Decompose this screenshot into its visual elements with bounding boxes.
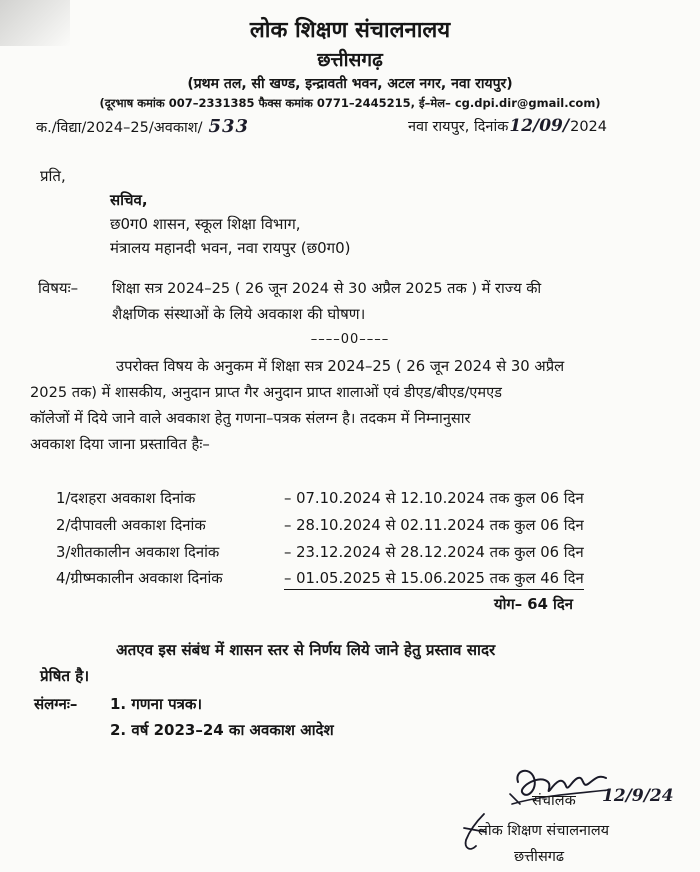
body-line-1: उपरोक्त विषय के अनुकम में शिक्षा सत्र 2024–25 ( 26 जून 2024 से 30 अप्रैल xyxy=(116,358,565,375)
subject-line-1: शिक्षा सत्र 2024–25 ( 26 जून 2024 से 30 अप्रैल 2025 तक ) में राज्य की xyxy=(112,280,542,297)
holiday-label-2: 2/दीपावली अवकाश दिनांक xyxy=(56,517,206,534)
date-handwritten: 12/09/ xyxy=(509,116,570,136)
holiday-range-2: – 28.10.2024 से 02.11.2024 तक कुल 06 दिन xyxy=(284,517,584,534)
reference-number-prefix: क./विद्या/2024–25/अवकाश/ xyxy=(36,120,203,136)
body-line-3: कॉलेजों में दिये जाने वाले अवकाश हेतु गणना–पत्रक संलग्न है। तदकम में निम्नानुसार xyxy=(30,410,471,427)
body-line-2: 2025 तक) में शासकीय, अनुदान प्राप्त गैर अनुदान प्राप्त शालाओं एवं डीएड/बीएड/एमएड xyxy=(30,384,502,401)
enclosure-label: संलग्नः– xyxy=(34,695,78,713)
holiday-range-3: – 23.12.2024 से 28.12.2024 तक कुल 06 दिन xyxy=(284,544,584,561)
holiday-label-4: 4/ग्रीष्मकालीन अवकाश दिनांक xyxy=(56,570,223,587)
subject-separator: ––––00–––– xyxy=(310,332,390,347)
signatory-state: छत्तीसगढ xyxy=(514,849,565,865)
office-heading: लोक शिक्षण संचालनालय xyxy=(249,18,451,43)
closing-line-1: अतएव इस संबंध में शासन स्तर से निर्णय लिये जाने हेतु प्रस्ताव सादर xyxy=(116,641,496,659)
body-line-4: अवकाश दिया जाना प्रस्तावित हैः– xyxy=(30,436,210,453)
reference-number-handwritten: 533 xyxy=(208,116,250,137)
reference-number xyxy=(36,116,249,137)
holiday-range-1: – 07.10.2024 से 12.10.2024 तक कुल 06 दिन xyxy=(284,490,584,507)
closing-line-2: प्रेषित है। xyxy=(40,667,90,685)
holiday-label-1: 1/दशहरा अवकाश दिनांक xyxy=(56,490,196,507)
contact-details: (दूरभाष कमांक 007–2331385 फैक्स कमांक 0771–2445215, ई–मेल– cg.dpi.dir@gmail.com) xyxy=(99,96,601,110)
signatory-office: लोक शिक्षण संचालनालय xyxy=(478,823,610,839)
subject-line-2: शैक्षणिक संस्थाओं के लिये अवकाश की घोषण। xyxy=(112,305,366,323)
holiday-total: योग– 64 दिन xyxy=(494,596,573,613)
state-heading: छत्तीसगढ़ xyxy=(317,49,383,71)
subject-label: विषयः– xyxy=(38,279,79,297)
signatory-title: संचालक xyxy=(532,793,576,809)
date-year: 2024 xyxy=(570,119,607,135)
enclosure-item-1: 1. गणना पत्रक। xyxy=(110,695,203,713)
recipient-designation: सचिव, xyxy=(110,191,148,209)
to-label: प्रति, xyxy=(40,167,66,185)
office-address: (प्रथम तल, सी खण्ड, इन्द्रावती भवन, अटल नगर, नवा रायपुर) xyxy=(187,76,513,92)
holiday-range-4: – 01.05.2025 से 15.06.2025 तक कुल 46 दिन xyxy=(284,568,584,590)
recipient-department: छ0ग0 शासन, स्कूल शिक्षा विभाग, xyxy=(110,215,301,233)
enclosure-item-2: 2. वर्ष 2023–24 का अवकाश आदेश xyxy=(110,721,334,739)
recipient-address: मंत्रालय महानदी भवन, नवा रायपुर (छ0ग0) xyxy=(110,239,351,257)
place-date-prefix: नवा रायपुर, दिनांक xyxy=(408,119,509,135)
signature-date-handwritten: 12/9/24 xyxy=(602,786,674,806)
holiday-label-3: 3/शीतकालीन अवकाश दिनांक xyxy=(56,544,220,561)
place-date xyxy=(408,116,607,136)
